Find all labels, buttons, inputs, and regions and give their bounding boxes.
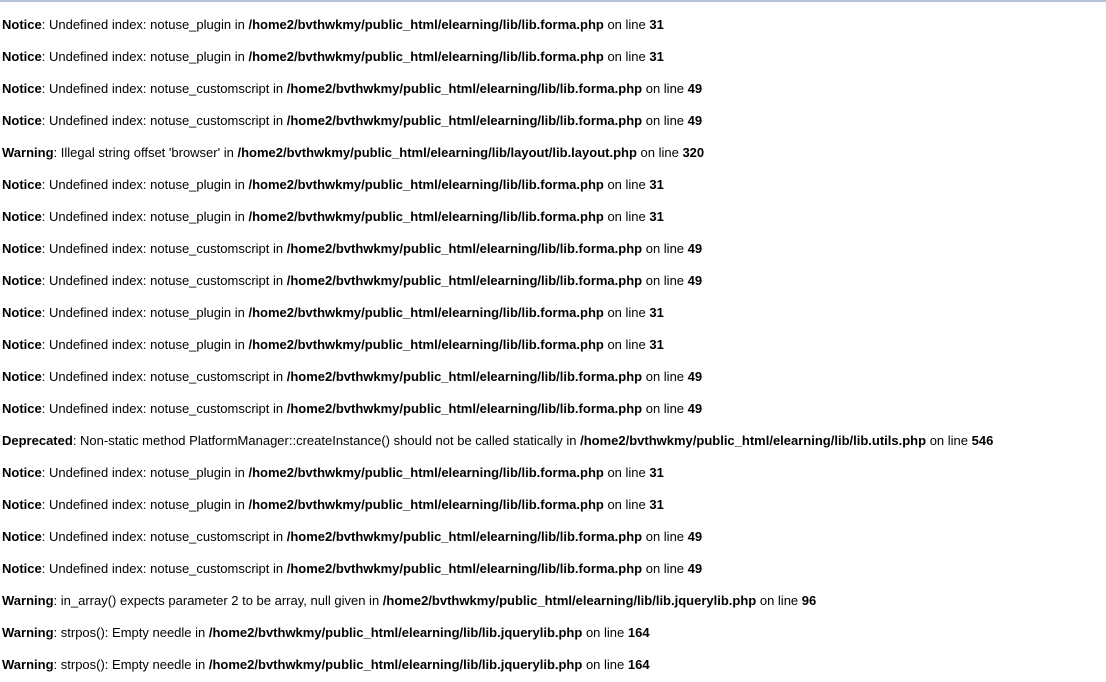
php-error-message [2,73,1106,105]
error-separator-in: in [231,17,249,32]
error-file-path: /home2/bvthwkmy/public_html/elearning/lib/lib.forma.php [248,305,604,320]
error-separator-on-line: on line [642,529,688,544]
error-file-path: /home2/bvthwkmy/public_html/elearning/lib/lib.forma.php [248,337,604,352]
error-separator-on-line: on line [926,433,972,448]
error-line-number: 164 [627,625,650,640]
error-separator-colon: : [41,337,49,352]
error-text: Undefined index: notuse_plugin [48,17,232,32]
error-text: Undefined index: notuse_customscript [48,241,270,256]
error-line-number: 164 [627,657,650,672]
error-file-path: /home2/bvthwkmy/public_html/elearning/lib/layout/lib.layout.php [237,145,637,160]
error-file-path: /home2/bvthwkmy/public_html/elearning/lib/lib.forma.php [286,529,643,544]
error-level: Notice [2,561,42,576]
error-separator-colon: : [41,209,49,224]
error-line-number: 49 [687,241,703,256]
error-separator-on-line: on line [603,305,650,320]
error-text: strpos(): Empty needle [60,657,192,672]
error-separator-colon: : [41,81,49,96]
error-separator-on-line: on line [642,273,688,288]
error-separator-on-line: on line [603,209,650,224]
error-line-number: 31 [649,305,664,320]
error-level: Notice [2,273,42,288]
error-separator-in: in [231,177,249,192]
error-separator-in: in [231,305,249,320]
error-text: Undefined index: notuse_customscript [48,529,270,544]
error-level: Notice [2,209,42,224]
php-error-message [2,617,1106,649]
php-error-message [2,489,1106,521]
error-text: Undefined index: notuse_customscript [48,113,270,128]
error-file-path: /home2/bvthwkmy/public_html/elearning/lib/lib.forma.php [286,113,643,128]
error-separator-in: in [365,593,383,608]
error-separator-on-line: on line [642,113,688,128]
error-separator-on-line: on line [582,625,628,640]
error-separator-in: in [269,529,287,544]
error-separator-colon: : [41,465,49,480]
error-separator-colon: : [41,305,49,320]
error-line-number: 49 [687,81,703,96]
error-text: Undefined index: notuse_customscript [48,369,270,384]
error-separator-colon: : [53,593,61,608]
error-separator-colon: : [41,273,49,288]
error-list [0,2,1106,681]
error-separator-on-line: on line [642,401,688,416]
error-text: Undefined index: notuse_customscript [48,273,270,288]
error-file-path: /home2/bvthwkmy/public_html/elearning/lib/lib.jquerylib.php [208,625,583,640]
php-error-message [2,329,1106,361]
error-level: Notice [2,241,42,256]
error-file-path: /home2/bvthwkmy/public_html/elearning/lib/lib.forma.php [286,241,643,256]
error-level: Warning [2,625,54,640]
php-error-message [2,41,1106,73]
php-error-message [2,393,1106,425]
php-error-message [2,137,1106,169]
error-separator-colon: : [41,561,49,576]
error-line-number: 320 [682,145,705,160]
error-separator-colon: : [41,369,49,384]
error-separator-on-line: on line [642,561,688,576]
error-level: Notice [2,177,42,192]
error-separator-in: in [269,561,287,576]
error-file-path: /home2/bvthwkmy/public_html/elearning/lib/lib.forma.php [248,497,604,512]
error-level: Notice [2,401,42,416]
error-text: Non-static method PlatformManager::createInstance() should not be called statically [80,433,563,448]
error-file-path: /home2/bvthwkmy/public_html/elearning/lib/lib.forma.php [248,465,604,480]
error-separator-in: in [562,433,581,448]
error-separator-on-line: on line [636,145,683,160]
error-separator-colon: : [41,17,49,32]
error-text: Undefined index: notuse_plugin [48,209,232,224]
php-error-message [2,265,1106,297]
error-file-path: /home2/bvthwkmy/public_html/elearning/lib/lib.forma.php [286,561,643,576]
error-separator-on-line: on line [582,657,628,672]
error-separator-colon: : [53,625,61,640]
error-separator-in: in [269,273,287,288]
php-error-message [2,425,1106,457]
error-level: Notice [2,497,42,512]
php-error-message [2,361,1106,393]
php-error-message [2,201,1106,233]
error-separator-in: in [231,209,249,224]
error-line-number: 49 [687,529,703,544]
error-separator-colon: : [41,401,49,416]
error-text: Undefined index: notuse_customscript [48,401,270,416]
error-separator-on-line: on line [603,337,650,352]
error-file-path: /home2/bvthwkmy/public_html/elearning/lib/lib.jquerylib.php [382,593,757,608]
error-level: Notice [2,113,42,128]
error-text: Undefined index: notuse_customscript [48,81,270,96]
error-separator-in: in [220,145,238,160]
error-line-number: 49 [687,113,703,128]
error-file-path: /home2/bvthwkmy/public_html/elearning/lib/lib.forma.php [248,49,604,64]
error-separator-on-line: on line [756,593,802,608]
error-line-number: 31 [649,497,664,512]
error-level: Warning [2,657,54,672]
error-separator-colon: : [72,433,81,448]
error-line-number: 31 [649,177,664,192]
error-separator-on-line: on line [603,17,650,32]
error-file-path: /home2/bvthwkmy/public_html/elearning/lib/lib.forma.php [286,401,643,416]
error-separator-on-line: on line [603,497,650,512]
error-line-number: 49 [687,401,703,416]
error-level: Notice [2,337,42,352]
error-line-number: 49 [687,561,703,576]
error-level: Notice [2,529,42,544]
error-level: Notice [2,465,42,480]
error-file-path: /home2/bvthwkmy/public_html/elearning/lib/lib.utils.php [580,433,927,448]
error-file-path: /home2/bvthwkmy/public_html/elearning/lib/lib.forma.php [286,273,643,288]
error-line-number: 49 [687,273,703,288]
error-separator-colon: : [41,529,49,544]
error-level: Warning [2,145,54,160]
error-separator-on-line: on line [642,81,688,96]
error-line-number: 96 [801,593,817,608]
php-error-message [2,169,1106,201]
error-separator-colon: : [53,145,61,160]
error-separator-in: in [231,465,249,480]
error-separator-colon: : [41,497,49,512]
error-separator-on-line: on line [603,49,650,64]
error-separator-on-line: on line [642,369,688,384]
error-text: Undefined index: notuse_plugin [48,49,232,64]
php-error-message [2,105,1106,137]
error-line-number: 31 [649,337,664,352]
error-level: Notice [2,17,42,32]
error-file-path: /home2/bvthwkmy/public_html/elearning/lib/lib.forma.php [248,17,604,32]
error-separator-on-line: on line [603,465,650,480]
error-text: strpos(): Empty needle [60,625,192,640]
error-line-number: 31 [649,49,664,64]
error-level: Warning [2,593,54,608]
error-file-path: /home2/bvthwkmy/public_html/elearning/lib/lib.forma.php [248,177,604,192]
error-separator-colon: : [41,177,49,192]
php-error-message [2,233,1106,265]
error-separator-in: in [231,337,249,352]
error-line-number: 31 [649,465,664,480]
error-text: Undefined index: notuse_plugin [48,497,232,512]
error-level: Deprecated [2,433,73,448]
error-text: Undefined index: notuse_plugin [48,465,232,480]
error-separator-in: in [191,657,209,672]
error-file-path: /home2/bvthwkmy/public_html/elearning/lib/lib.jquerylib.php [208,657,583,672]
php-error-message [2,9,1106,41]
php-error-message [2,521,1106,553]
php-error-message [2,649,1106,681]
error-text: Undefined index: notuse_plugin [48,177,232,192]
error-file-path: /home2/bvthwkmy/public_html/elearning/lib/lib.forma.php [286,369,643,384]
php-error-message [2,553,1106,585]
error-separator-colon: : [41,113,49,128]
error-file-path: /home2/bvthwkmy/public_html/elearning/lib/lib.forma.php [248,209,604,224]
error-text: Undefined index: notuse_plugin [48,305,232,320]
error-separator-on-line: on line [603,177,650,192]
error-separator-in: in [269,369,287,384]
error-text: Illegal string offset 'browser' [60,145,221,160]
php-error-message [2,585,1106,617]
error-separator-in: in [269,241,287,256]
error-text: Undefined index: notuse_customscript [48,561,270,576]
error-line-number: 31 [649,17,664,32]
error-line-number: 49 [687,369,703,384]
error-level: Notice [2,49,42,64]
error-line-number: 31 [649,209,664,224]
error-separator-colon: : [53,657,61,672]
error-line-number: 546 [971,433,994,448]
error-level: Notice [2,369,42,384]
error-text: Undefined index: notuse_plugin [48,337,232,352]
error-file-path: /home2/bvthwkmy/public_html/elearning/lib/lib.forma.php [286,81,643,96]
error-separator-in: in [269,401,287,416]
error-text: in_array() expects parameter 2 to be array, null given [60,593,366,608]
error-separator-in: in [231,497,249,512]
error-separator-in: in [231,49,249,64]
php-error-message [2,457,1106,489]
error-separator-on-line: on line [642,241,688,256]
error-separator-in: in [191,625,209,640]
php-error-message [2,297,1106,329]
error-separator-colon: : [41,241,49,256]
error-separator-colon: : [41,49,49,64]
error-separator-in: in [269,81,287,96]
error-level: Notice [2,305,42,320]
error-separator-in: in [269,113,287,128]
error-level: Notice [2,81,42,96]
